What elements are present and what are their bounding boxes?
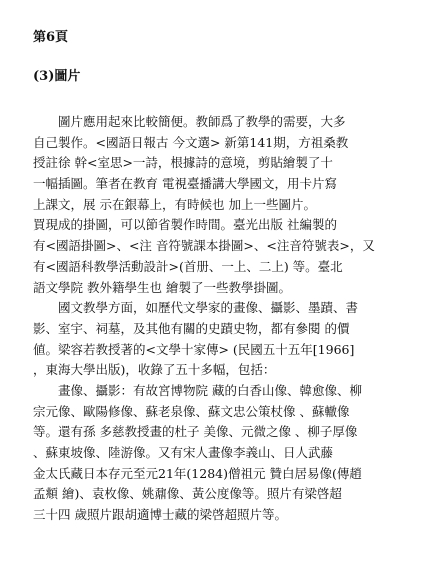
text-line: 孟頫 繪)、袁枚像、姚鼐像、黃公度像等。照片有梁啓超 xyxy=(33,486,342,502)
text-line: 圖片應用起來比較簡便。教師爲了教學的需要，大多 xyxy=(33,114,346,129)
text-line: 有<國語科教學活動設計>(首册、一上、二上) 等。臺北 xyxy=(33,258,343,274)
text-line: 三十四 歲照片跟胡適博士藏的梁啓超照片等。 xyxy=(33,507,287,523)
text-line: 畫像、攝影：有故宮博物院 藏的白香山像、韓愈像、柳 xyxy=(33,382,362,398)
text-line: 授註徐 幹<室思>一詩，根據詩的意境，剪貼繪製了十 xyxy=(33,155,333,171)
text-line: 値。梁容若教授著的<文學十家傳> (民國五十五年[1966] xyxy=(33,341,355,357)
section-heading: (3)圖片 xyxy=(33,69,81,84)
body-text xyxy=(33,112,403,526)
text-line: 有<國語掛圖>、<注 音符號課本掛圖>、<注音符號表>，又 xyxy=(33,238,375,254)
text-line: 一幅插圖。筆者在教育 電視臺播講大學國文，用卡片寫 xyxy=(33,176,337,192)
text-line: 、蘇東坡像、陸游像。又有宋人畫像李義山、日人武藤 xyxy=(33,445,334,460)
text-line: 買現成的掛圖，可以節省製作時間。臺光出版 社編製的 xyxy=(33,217,337,233)
text-line: ，東海大學出版)，收錄了五十多幅，包括： xyxy=(33,362,276,378)
text-line: 自己製作。<國語日報古 今文選> 新第141期，方祖桑教 xyxy=(33,134,349,150)
text-line: 國文教學方面，如歷代文學家的畫像、攝影、墨蹟、書 xyxy=(33,300,359,316)
text-line: 宗元像、歐陽修像、蘇老泉像、蘇文忠公策杖像 、蘇轍像 xyxy=(33,403,350,419)
text-line: 金太氏藏日本存元至元21年(1284)僧祖元 贊白居易像(傳趙 xyxy=(33,465,362,481)
text-line: 影、室宇、祠墓，及其他有關的史蹟史物，都有參閱 的價 xyxy=(33,320,350,336)
text-line: 上課文，展 示在銀幕上，有時候也 加上一些圖片。 xyxy=(33,196,316,212)
text-line: 語文學院 教外籍學生也 繪製了一些教學掛圖。 xyxy=(33,279,291,295)
text-line: 等。還有孫 多慈教授畫的杜子 美像、元微之像 、柳子厚像 xyxy=(33,424,358,440)
page-number: 第6頁 xyxy=(33,30,69,45)
